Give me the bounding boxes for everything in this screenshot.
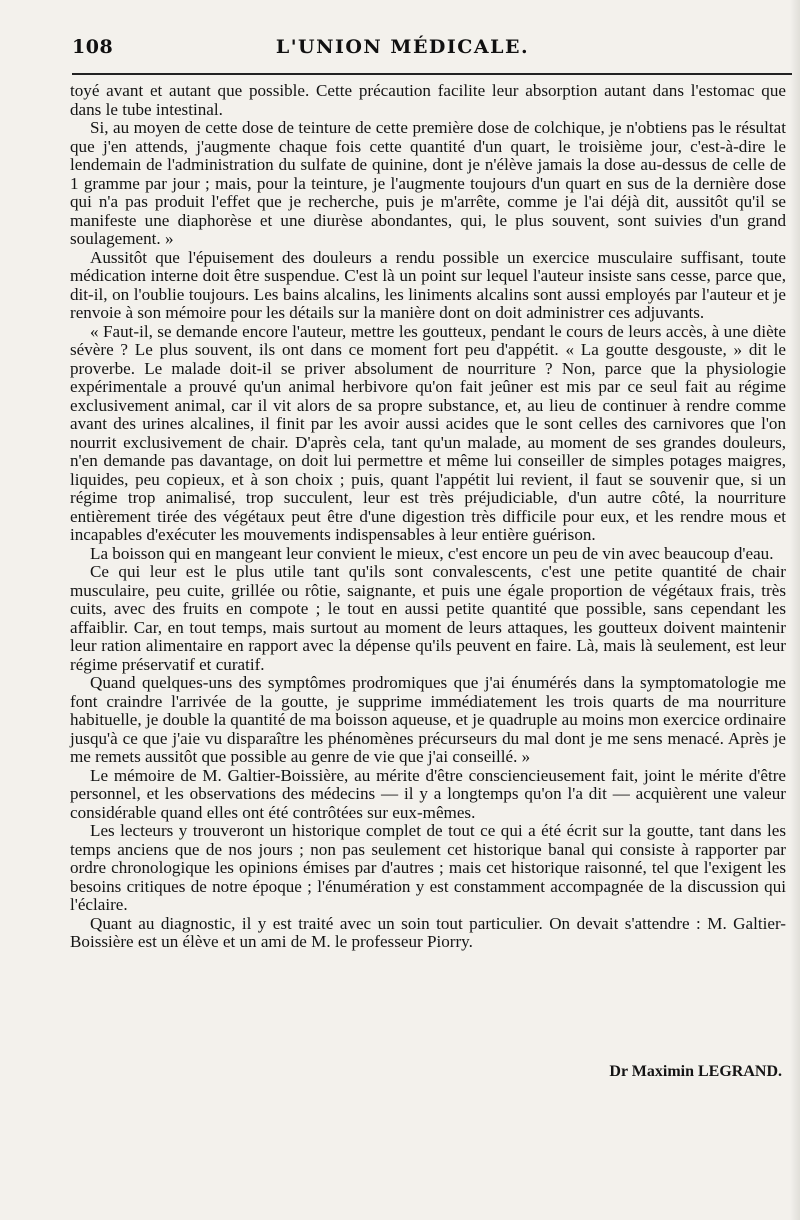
paragraph-2: Si, au moyen de cette dose de teinture de cette première dose de colchique, je n'obtiens pas le résultat que j'en attends, j'augmente chaque fois cette quantité d'un quart, le troisième jour, c'est-à-dire le lendemain de l'administration du sulfate de quinine, dont je n'élève jamais la dose au-dessus de celle de 1 gramme par jour ; mais, pour la teinture, je l'augmente toujours d'un quart en sus de la dernière dose qui n'a pas produit l'effet que je recherche, puis je m'arrête, comme je l'ai déjà dit, aussitôt qu'il se manifeste une diaphorèse et une diurèse abondantes, qui, le plus souvent, sont suivies d'un grand soulagement. »: [70, 118, 786, 248]
paragraph-10: Quant au diagnostic, il y est traité avec un soin tout particulier. On devait s'attendre : M. Galtier-Boissière est un élève et un ami de M. le professeur Piorry.: [70, 913, 786, 951]
header-rule: [72, 73, 792, 75]
page-number: 108: [72, 36, 114, 58]
paragraph-4: « Faut-il, se demande encore l'auteur, mettre les goutteux, pendant le cours de leurs accès, à une diète sévère ? Le plus souvent, ils ont dans ce moment fort peu d'appétit. « La goutte desgouste, » dit le proverbe. Le malade doit-il se priver absolument de nourriture ? Non, parce que la physiologie expérimentale a prouvé qu'un animal herbivore qu'on fait jeûner est mis par ce seul fait au régime exclusivement animal, car il vit alors de sa propre substance, et, au lieu de continuer à rendre comme avant des urines alcalines, il finit par les avoir aussi acides que le sont celles des carnivores que l'on nourrit exclusivement de chair. D'après cela, tant qu'un malade, au moment de ses grandes douleurs, n'en demande pas davantage, on doit lui permettre et même lui conseiller de simples potages maigres, liquides, peu copieux, et à son choix ; puis, quant l'appétit lui revient, il faut se souvenir que, si un régime trop animalisé, trop succulent, leur est très préjudiciable, d'un autre côté, la nourriture entièrement tirée des végétaux peut être d'une digestion très difficile pour eux, et les rendre mous et incapables d'exécuter les mouvements indispensables à leur entière guérison.: [70, 321, 786, 544]
article-body: [70, 82, 786, 952]
paragraph-6: Ce qui leur est le plus utile tant qu'ils sont convalescents, c'est une petite quantité de chair musculaire, peu cuite, grillée ou rôtie, saignante, et puis une égale proportion de végétaux frais, très cuits, avec des fruits en compote ; le tout en aussi petite quantité que possible, sans cependant les affaiblir. Car, en tout temps, mais surtout au moment de leurs attaques, les goutteux doivent maintenir leur ration alimentaire en rapport avec la dépense qu'ils peuvent en faire. Là, mais là seulement, est leur régime préservatif et curatif.: [70, 562, 786, 674]
paragraph-3: Aussitôt que l'épuisement des douleurs a rendu possible un exercice musculaire suffisant, toute médication interne doit être suspendue. C'est là un point sur lequel l'auteur insiste sans cesse, parce que, dit-il, on l'oublie toujours. Les bains alcalins, les liniments alcalins sont aussi employés par l'auteur et je renvoie à son mémoire pour les détails sur la manière dont on doit administrer ces adjuvants.: [70, 247, 786, 322]
page-header: [72, 36, 788, 70]
paragraph-8: Le mémoire de M. Galtier-Boissière, au mérite d'être consciencieusement fait, joint le mérite d'être personnel, et les observations des médecins — il y a longtemps qu'on l'a dit — acquièrent une valeur considérable quand elles ont été contrôtées sur eux-mêmes.: [70, 765, 786, 822]
author-signature: Dr Maximin LEGRAND.: [609, 1063, 782, 1080]
running-title: L'UNION MÉDICALE.: [275, 36, 530, 58]
paragraph-1: toyé avant et autant que possible. Cette précaution facilite leur absorption autant dans l'estomac que dans le tube intestinal.: [70, 81, 786, 119]
paragraph-5: La boisson qui en mangeant leur convient le mieux, c'est encore un peu de vin avec beaucoup d'eau.: [90, 543, 774, 563]
paragraph-7: Quand quelques-uns des symptômes prodromiques que j'ai énumérés dans la symptomatologie me font craindre l'arrivée de la goutte, je supprime immédiatement les trois quarts de ma nourriture habituelle, je double la quantité de ma boisson aqueuse, et je quadruple au moins mon exercice ordinaire jusqu'à ce que j'aie vu disparaître les phénomènes précurseurs du mal dont je me sens menacé. Après je me remets aussitôt que possible au genre de vie que j'ai conseillé. »: [70, 673, 786, 766]
page-edge-shadow: [790, 0, 800, 1220]
paragraph-9: Les lecteurs y trouveront un historique complet de tout ce qui a été écrit sur la goutte, tant dans les temps anciens que de nos jours ; non pas seulement cet historique banal qui consiste à rapporter par ordre chronologique les opinions émises par d'autres ; mais cet historique raisonné, tel que l'exigent les besoins critiques de notre époque ; l'énumération y est constamment accompagnée de la discussion qui l'éclaire.: [70, 821, 786, 914]
